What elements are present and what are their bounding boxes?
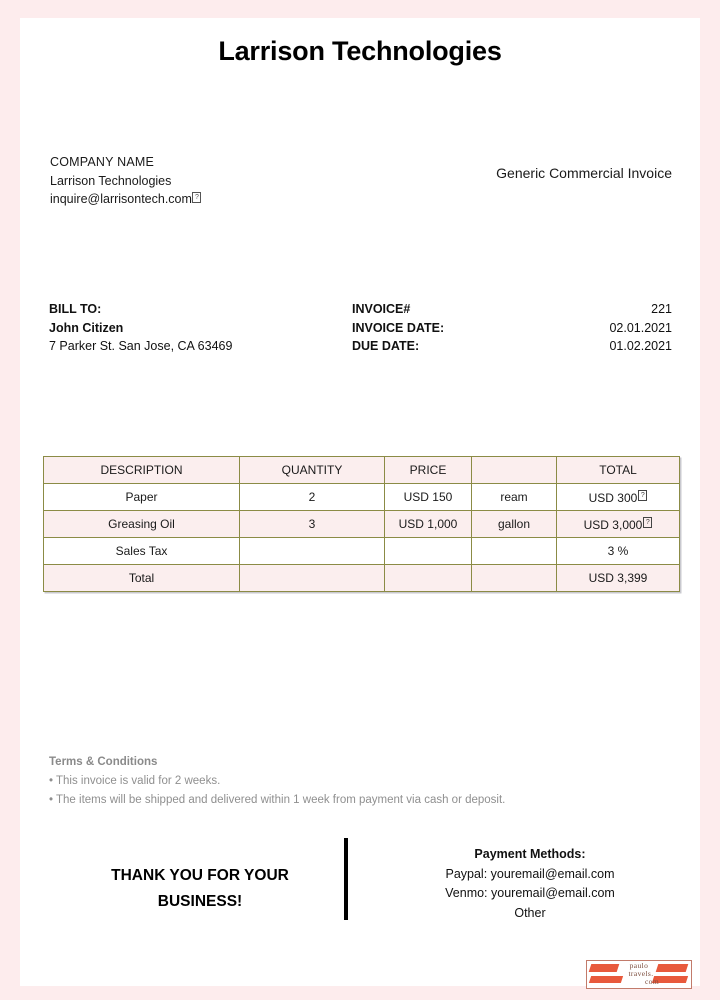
logo-text-line-3: com bbox=[644, 977, 660, 987]
payment-paypal: Paypal: youremail@email.com bbox=[445, 866, 615, 881]
paulo-travels-logo bbox=[586, 960, 692, 989]
sales-tax-value: 3 % bbox=[557, 538, 680, 565]
total-quantity bbox=[240, 565, 385, 592]
thank-you-line-1: THANK YOU FOR YOUR bbox=[111, 867, 289, 884]
cell-description: Greasing Oil bbox=[44, 511, 240, 538]
terms-line-2: • The items will be shipped and delivered within 1 week from payment via cash or deposit. bbox=[49, 794, 506, 806]
payment-other: Other bbox=[514, 905, 546, 920]
terms-heading: Terms & Conditions bbox=[49, 756, 158, 768]
thank-you-line-2: BUSINESS! bbox=[157, 893, 243, 910]
cell-price: USD 1,000 bbox=[385, 511, 472, 538]
logo-text-line-1: paulo bbox=[629, 961, 649, 970]
bill-to-block bbox=[49, 300, 232, 356]
due-date-label: DUE DATE: bbox=[352, 339, 420, 353]
due-date-row bbox=[352, 337, 672, 356]
thank-you-message bbox=[60, 863, 340, 915]
table-header-row bbox=[44, 457, 680, 484]
logo-text-line-2: travels. bbox=[628, 969, 654, 979]
missing-glyph-icon: ? bbox=[643, 517, 652, 528]
cell-total bbox=[557, 511, 680, 538]
bill-to-address: 7 Parker St. San Jose, CA 63469 bbox=[49, 339, 233, 353]
footer-divider bbox=[344, 838, 348, 920]
payment-methods-block bbox=[380, 845, 680, 923]
due-date-value: 01.02.2021 bbox=[609, 339, 672, 353]
header-description: DESCRIPTION bbox=[44, 457, 240, 484]
total-value: USD 3,399 bbox=[557, 565, 680, 592]
header-total: TOTAL bbox=[557, 457, 680, 484]
sales-tax-quantity bbox=[240, 538, 385, 565]
cell-total-value: USD 3,000 bbox=[583, 517, 643, 532]
table-row bbox=[44, 511, 680, 538]
total-unit bbox=[472, 565, 557, 592]
bill-to-name: John Citizen bbox=[49, 320, 124, 335]
header-price: PRICE bbox=[385, 457, 472, 484]
line-items-table bbox=[43, 456, 680, 592]
sales-tax-price bbox=[385, 538, 472, 565]
payment-methods-heading: Payment Methods: bbox=[474, 847, 586, 861]
terms-line-1: • This invoice is valid for 2 weeks. bbox=[49, 775, 221, 787]
page-title: Larrison Technologies bbox=[218, 36, 502, 66]
bill-to-label: BILL TO: bbox=[49, 302, 102, 316]
company-name: Larrison Technologies bbox=[50, 173, 172, 188]
company-name-label: COMPANY NAME bbox=[50, 155, 155, 169]
missing-glyph-icon: ? bbox=[192, 192, 201, 203]
invoice-page bbox=[20, 18, 700, 986]
invoice-date-label: INVOICE DATE: bbox=[352, 320, 445, 335]
header-quantity: QUANTITY bbox=[240, 457, 385, 484]
cell-price: USD 150 bbox=[385, 484, 472, 511]
company-email: inquire@larrisontech.com bbox=[50, 192, 192, 206]
invoice-date-value: 02.01.2021 bbox=[609, 320, 672, 335]
total-price bbox=[385, 565, 472, 592]
header-unit bbox=[472, 457, 557, 484]
invoice-kind: Generic Commercial Invoice bbox=[496, 165, 672, 181]
cell-total-value: USD 300 bbox=[588, 490, 638, 505]
sales-tax-row bbox=[44, 538, 680, 565]
total-label: Total bbox=[44, 565, 240, 592]
invoice-meta-block bbox=[352, 300, 672, 356]
cell-description: Paper bbox=[44, 484, 240, 511]
cell-total bbox=[557, 484, 680, 511]
company-email-line bbox=[50, 190, 201, 209]
cell-unit: ream bbox=[472, 484, 557, 511]
invoice-date-row bbox=[352, 319, 672, 338]
invoice-number-value: 221 bbox=[651, 302, 672, 316]
table-row bbox=[44, 484, 680, 511]
company-info-block bbox=[50, 153, 201, 209]
invoice-number-label: INVOICE# bbox=[352, 302, 411, 316]
invoice-number-row bbox=[352, 300, 672, 319]
terms-and-conditions bbox=[49, 753, 505, 810]
sales-tax-unit bbox=[472, 538, 557, 565]
logo-text bbox=[587, 962, 691, 987]
missing-glyph-icon: ? bbox=[638, 490, 647, 501]
cell-unit: gallon bbox=[472, 511, 557, 538]
cell-quantity: 2 bbox=[240, 484, 385, 511]
sales-tax-label: Sales Tax bbox=[44, 538, 240, 565]
payment-venmo: Venmo: youremail@email.com bbox=[445, 886, 615, 900]
total-row bbox=[44, 565, 680, 592]
cell-quantity: 3 bbox=[240, 511, 385, 538]
